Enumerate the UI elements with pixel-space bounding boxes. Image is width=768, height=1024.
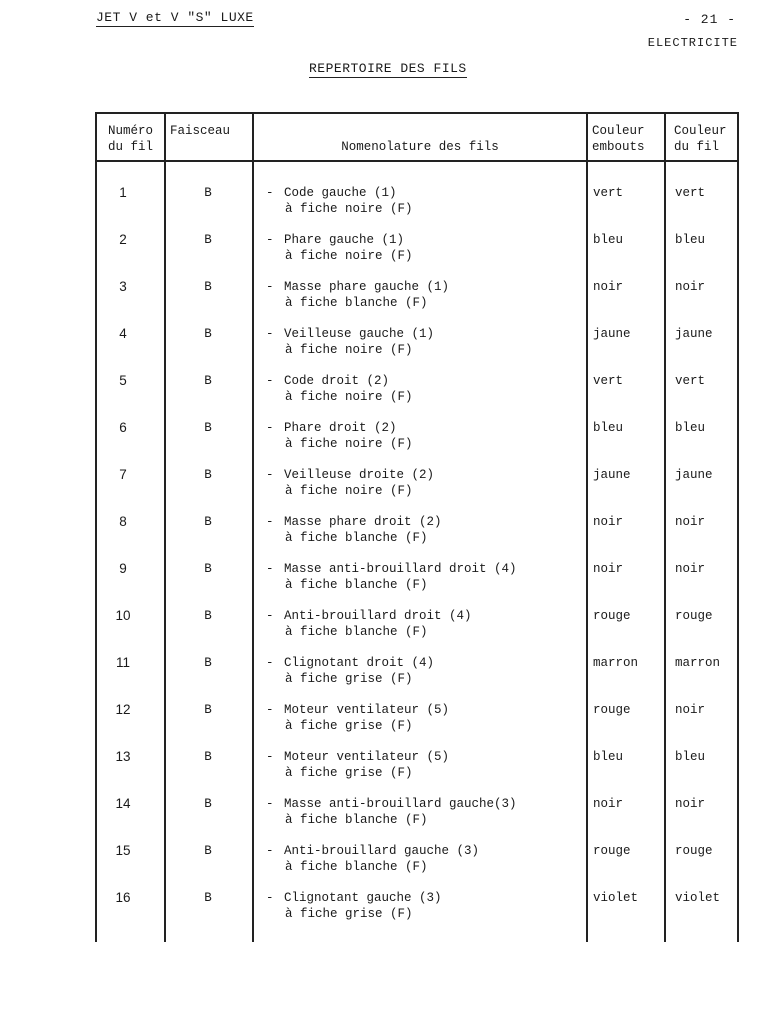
couleur-embouts: jaune (593, 468, 631, 482)
wire-faisceau: B (204, 186, 212, 200)
description-line1: Veilleuse droite (2) (284, 468, 435, 482)
description-line2: à fiche grise (F) (285, 766, 413, 780)
couleur-embouts: rouge (593, 609, 631, 623)
couleur-embouts: vert (593, 186, 624, 200)
couleur-fil: rouge (675, 609, 713, 623)
description-line2: à fiche noire (F) (285, 249, 413, 263)
description-line2: à fiche grise (F) (285, 719, 413, 733)
wire-description (266, 843, 479, 875)
wire-faisceau: B (204, 703, 212, 717)
description-line2: à fiche blanche (F) (285, 578, 428, 592)
header-fil-line1: Couleur (674, 124, 727, 138)
wire-number: 1 (119, 185, 127, 200)
description-dash: - (266, 374, 274, 388)
description-line2: à fiche blanche (F) (285, 625, 428, 639)
wire-number: 3 (119, 279, 127, 294)
couleur-fil: marron (675, 656, 721, 670)
couleur-fil: vert (675, 374, 706, 388)
description-line2: à fiche grise (F) (285, 672, 413, 686)
wire-description (266, 702, 449, 734)
column-divider-nomenclature (586, 112, 588, 942)
couleur-fil: violet (675, 891, 721, 905)
description-line2: à fiche noire (F) (285, 484, 413, 498)
wire-description (266, 890, 442, 922)
header-couleur-embouts (592, 123, 645, 155)
header-fil-line2: du fil (674, 140, 720, 154)
description-dash: - (266, 656, 274, 670)
wire-number: 15 (115, 843, 131, 858)
description-dash: - (266, 327, 274, 341)
couleur-embouts: noir (593, 562, 624, 576)
document-title: JET V et V "S" LUXE (96, 10, 254, 25)
couleur-fil: bleu (675, 750, 706, 764)
description-line2: à fiche noire (F) (285, 437, 413, 451)
description-line1: Anti-brouillard gauche (3) (284, 844, 480, 858)
wire-faisceau: B (204, 374, 212, 388)
description-line1: Moteur ventilateur (5) (284, 750, 450, 764)
description-line1: Masse phare droit (2) (284, 515, 442, 529)
couleur-fil: vert (675, 186, 706, 200)
section-name: ELECTRICITE (647, 36, 738, 50)
description-line2: à fiche blanche (F) (285, 531, 428, 545)
wire-number: 16 (115, 890, 131, 905)
couleur-embouts: noir (593, 797, 624, 811)
page-number: - 21 - (683, 12, 736, 27)
header-couleur-fil (674, 123, 737, 155)
description-line2: à fiche blanche (F) (285, 296, 428, 310)
couleur-embouts: rouge (593, 703, 631, 717)
description-dash: - (266, 233, 274, 247)
couleur-fil: noir (675, 515, 706, 529)
header-numero-line2: du fil (107, 140, 153, 154)
wire-faisceau: B (204, 656, 212, 670)
couleur-embouts: marron (593, 656, 639, 670)
description-dash: - (266, 609, 274, 623)
description-line1: Masse anti-brouillard droit (4) (284, 562, 517, 576)
wire-faisceau: B (204, 280, 212, 294)
description-dash: - (266, 891, 274, 905)
description-line1: Masse anti-brouillard gauche(3) (284, 797, 517, 811)
description-line2: à fiche noire (F) (285, 343, 413, 357)
table-left-border (95, 112, 97, 942)
wire-description (266, 326, 434, 358)
wire-description (266, 420, 413, 452)
couleur-embouts: bleu (593, 233, 624, 247)
header-faisceau: Faisceau (170, 124, 231, 138)
couleur-fil: noir (675, 703, 706, 717)
wire-faisceau: B (204, 421, 212, 435)
description-line2: à fiche blanche (F) (285, 860, 428, 874)
couleur-fil: noir (675, 562, 706, 576)
wire-number: 2 (119, 232, 127, 247)
wire-faisceau: B (204, 891, 212, 905)
description-line1: Phare droit (2) (284, 421, 397, 435)
description-line1: Moteur ventilateur (5) (284, 703, 450, 717)
header-nomenclature: Nomenolature des fils (341, 140, 499, 154)
couleur-embouts: noir (593, 515, 624, 529)
table-right-border (737, 112, 739, 942)
wire-number: 7 (119, 467, 127, 482)
description-line1: Clignotant droit (4) (284, 656, 435, 670)
wire-number: 13 (115, 749, 131, 764)
wire-number: 14 (115, 796, 131, 811)
description-line2: à fiche noire (F) (285, 390, 413, 404)
wire-number: 4 (119, 326, 127, 341)
wire-number: 11 (115, 655, 130, 670)
description-line2: à fiche noire (F) (285, 202, 413, 216)
description-dash: - (266, 703, 274, 717)
description-line1: Clignotant gauche (3) (284, 891, 442, 905)
description-dash: - (266, 797, 274, 811)
wire-faisceau: B (204, 562, 212, 576)
column-divider-embouts (664, 112, 666, 942)
wire-description (266, 279, 449, 311)
couleur-fil: bleu (675, 421, 706, 435)
couleur-fil: rouge (675, 844, 713, 858)
description-line1: Code gauche (1) (284, 186, 397, 200)
wire-faisceau: B (204, 515, 212, 529)
description-dash: - (266, 280, 274, 294)
wire-number: 9 (119, 561, 127, 576)
wire-description (266, 655, 434, 687)
description-dash: - (266, 515, 274, 529)
couleur-embouts: bleu (593, 750, 624, 764)
wire-description (266, 796, 517, 828)
couleur-embouts: vert (593, 374, 624, 388)
wire-description (266, 232, 413, 264)
wire-description (266, 561, 517, 593)
wire-faisceau: B (204, 797, 212, 811)
wire-faisceau: B (204, 609, 212, 623)
description-line2: à fiche blanche (F) (285, 813, 428, 827)
description-line1: Code droit (2) (284, 374, 390, 388)
wire-description (266, 185, 413, 217)
header-embouts-line2: embouts (592, 140, 645, 154)
wire-number: 10 (115, 608, 131, 623)
wire-number: 6 (119, 420, 127, 435)
header-numero (97, 123, 164, 155)
header-embouts-line1: Couleur (592, 124, 645, 138)
description-dash: - (266, 421, 274, 435)
description-line1: Anti-brouillard droit (4) (284, 609, 472, 623)
couleur-fil: jaune (675, 468, 713, 482)
wire-description (266, 749, 449, 781)
header-bottom-border (95, 160, 738, 162)
table-title: REPERTOIRE DES FILS (309, 61, 467, 76)
couleur-fil: bleu (675, 233, 706, 247)
wire-number: 12 (115, 702, 131, 717)
header-numero-line1: Numéro (107, 124, 153, 138)
description-dash: - (266, 468, 274, 482)
couleur-embouts: noir (593, 280, 624, 294)
wire-description (266, 514, 442, 546)
description-dash: - (266, 562, 274, 576)
couleur-fil: jaune (675, 327, 713, 341)
wire-faisceau: B (204, 233, 212, 247)
couleur-embouts: violet (593, 891, 639, 905)
table-top-border (95, 112, 738, 114)
wire-faisceau: B (204, 750, 212, 764)
column-divider-faisceau (252, 112, 254, 942)
description-line1: Veilleuse gauche (1) (284, 327, 435, 341)
wire-faisceau: B (204, 327, 212, 341)
couleur-embouts: rouge (593, 844, 631, 858)
description-line1: Phare gauche (1) (284, 233, 405, 247)
couleur-embouts: jaune (593, 327, 631, 341)
wire-description (266, 467, 434, 499)
wire-faisceau: B (204, 844, 212, 858)
description-line2: à fiche grise (F) (285, 907, 413, 921)
couleur-fil: noir (675, 797, 706, 811)
wire-faisceau: B (204, 468, 212, 482)
description-line1: Masse phare gauche (1) (284, 280, 450, 294)
wire-description (266, 373, 413, 405)
column-divider-numero (164, 112, 166, 942)
couleur-embouts: bleu (593, 421, 624, 435)
description-dash: - (266, 186, 274, 200)
description-dash: - (266, 844, 274, 858)
description-dash: - (266, 750, 274, 764)
wire-number: 5 (119, 373, 127, 388)
couleur-fil: noir (675, 280, 706, 294)
wire-number: 8 (119, 514, 127, 529)
wire-description (266, 608, 472, 640)
